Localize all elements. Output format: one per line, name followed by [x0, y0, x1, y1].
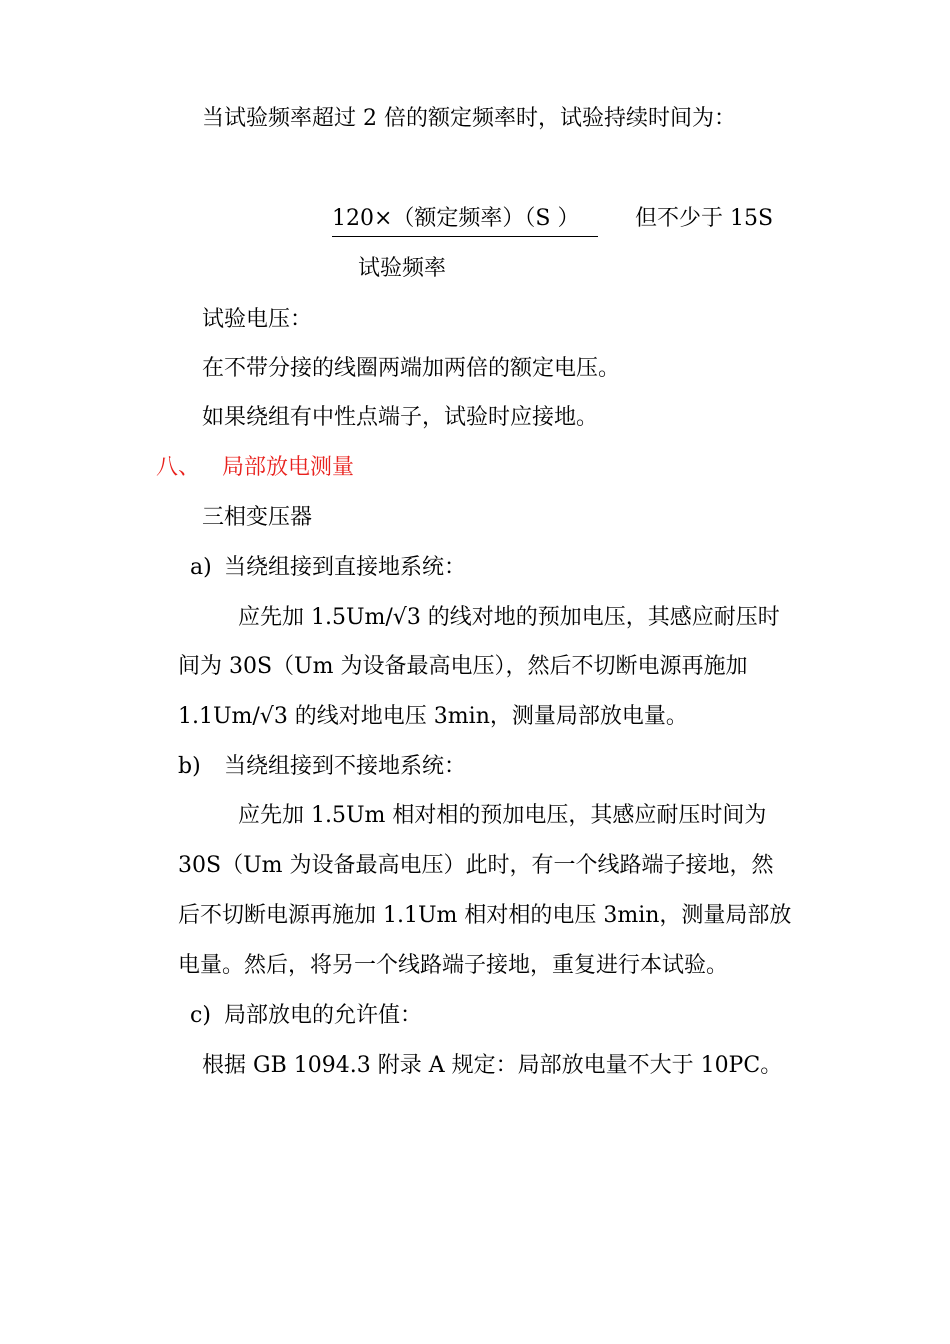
item-a-title: 当绕组接到直接地系统： [224, 555, 467, 580]
item-b-body-line: 电量。然后，将另一个线路端子接地，重复进行本试验。 [178, 953, 729, 978]
item-c-title: 局部放电的允许值： [224, 1003, 423, 1028]
item-b-body-line: 后不切断电源再施加 1.1Um 相对相的电压 3min，测量局部放 [178, 903, 792, 928]
item-b-body-line: 30S（Um 为设备最高电压）此时，有一个线路端子接地，然 [178, 853, 774, 878]
section-heading [156, 453, 354, 483]
formula-denominator: 试验频率 [358, 256, 447, 281]
item-b-title: 当绕组接到不接地系统： [224, 754, 467, 779]
duration-intro: 当试验频率超过 2 倍的额定频率时，试验持续时间为： [202, 106, 736, 131]
voltage-line-2: 如果绕组有中性点端子，试验时应接地。 [202, 405, 599, 430]
item-a-body-line: 1.1Um/√3 的线对地电压 3min，测量局部放电量。 [178, 704, 688, 729]
section-number: 八、 [156, 455, 201, 480]
section-title: 局部放电测量 [222, 455, 355, 480]
voltage-line-1: 在不带分接的线圈两端加两倍的额定电压。 [202, 356, 621, 381]
item-a-marker: a) [190, 555, 212, 580]
item-b-body-line: 应先加 1.5Um 相对相的预加电压，其感应耐压时间为 [238, 803, 767, 828]
item-b-marker: b) [178, 754, 201, 779]
formula-numerator: 120×（额定频率）（S ） [332, 202, 598, 237]
item-c-marker: c) [190, 1003, 211, 1028]
conclusion: 根据 GB 1094.3 附录 A 规定：局部放电量不大于 10PC。 [202, 1053, 783, 1078]
item-a-body-line: 间为 30S（Um 为设备最高电压），然后不切断电源再施加 [178, 654, 748, 679]
item-a-heading [190, 553, 466, 583]
item-c-heading [190, 1001, 422, 1031]
transformer-type: 三相变压器 [202, 505, 313, 530]
item-a-body-line: 应先加 1.5Um/√3 的线对地的预加电压，其感应耐压时 [238, 605, 780, 630]
voltage-label: 试验电压： [202, 307, 313, 332]
item-b-heading [178, 752, 466, 782]
formula-condition: 但不少于 15S [635, 206, 774, 231]
